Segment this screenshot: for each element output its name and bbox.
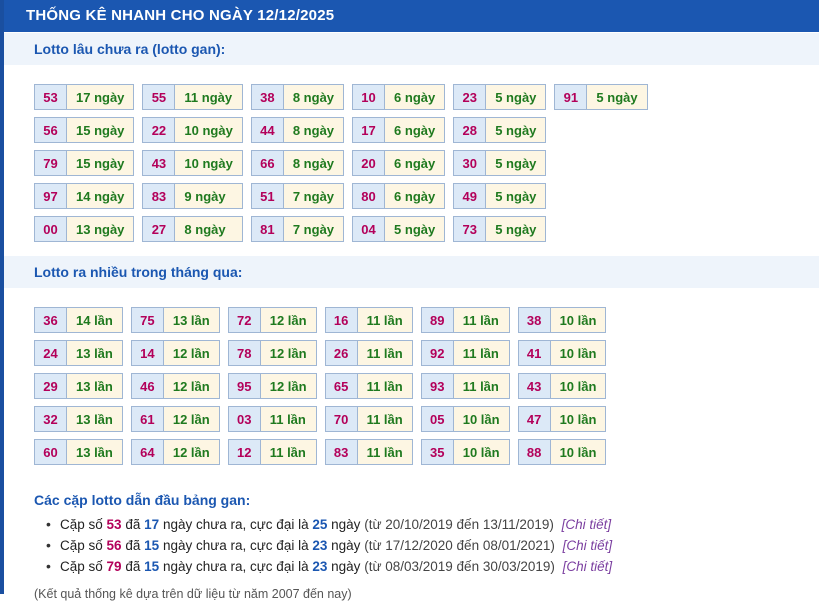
value-label: 10 lần <box>551 341 606 365</box>
number-label: 14 <box>132 341 164 365</box>
footnote: (Kết quả thống kê dựa trên dữ liệu từ năm 2007 đến nay) <box>34 587 352 601</box>
number-label: 28 <box>454 118 486 142</box>
list-item[interactable] <box>518 373 607 399</box>
value-label: 11 ngày <box>175 85 241 109</box>
number-label: 64 <box>132 440 164 464</box>
value-label: 11 lần <box>358 341 412 365</box>
value-label: 5 ngày <box>486 151 545 175</box>
pair-days: 17 <box>144 517 160 532</box>
number-label: 93 <box>422 374 454 398</box>
list-item[interactable] <box>352 183 445 209</box>
table-row <box>34 439 606 465</box>
number-label: 24 <box>35 341 67 365</box>
number-label: 41 <box>519 341 551 365</box>
table-row <box>34 373 606 399</box>
table-row <box>34 406 606 432</box>
number-label: 56 <box>35 118 67 142</box>
number-label: 00 <box>35 217 67 241</box>
table-row <box>34 150 648 176</box>
list-item[interactable] <box>352 117 445 143</box>
pair-mid1: đã <box>125 559 141 574</box>
list-item[interactable] <box>34 439 123 465</box>
value-label: 15 ngày <box>67 118 133 142</box>
pair-range: (từ 17/12/2020 đến 08/01/2021) <box>364 538 555 553</box>
pair-mid1: đã <box>125 517 141 532</box>
value-label: 12 lần <box>164 374 219 398</box>
list-item[interactable] <box>131 307 220 333</box>
lotto-gan-grid-wrap <box>4 65 819 255</box>
number-label: 95 <box>229 374 261 398</box>
value-label: 6 ngày <box>385 118 444 142</box>
number-label: 27 <box>143 217 175 241</box>
list-item[interactable] <box>131 373 220 399</box>
number-label: 26 <box>326 341 358 365</box>
pair-mid3: ngày <box>331 559 361 574</box>
number-label: 83 <box>326 440 358 464</box>
value-label: 10 ngày <box>175 118 241 142</box>
table-row <box>34 340 606 366</box>
section-title-lotto-gan: Lotto lâu chưa ra (lotto gan): <box>4 32 819 65</box>
pair-days: 15 <box>144 559 160 574</box>
pair-max: 23 <box>312 538 328 553</box>
list-item[interactable] <box>34 340 123 366</box>
list-item[interactable] <box>34 150 134 176</box>
number-label: 16 <box>326 308 358 332</box>
value-label: 13 ngày <box>67 217 133 241</box>
list-item[interactable] <box>228 406 317 432</box>
list-item[interactable] <box>34 117 134 143</box>
number-label: 46 <box>132 374 164 398</box>
value-label: 6 ngày <box>385 151 444 175</box>
table-row <box>34 216 648 242</box>
number-label: 72 <box>229 308 261 332</box>
number-label: 83 <box>143 184 175 208</box>
number-label: 92 <box>422 341 454 365</box>
list-item[interactable] <box>251 84 344 110</box>
value-label: 12 lần <box>261 308 316 332</box>
value-label: 11 lần <box>454 308 508 332</box>
number-label: 65 <box>326 374 358 398</box>
table-row <box>34 183 648 209</box>
list-item[interactable] <box>251 183 344 209</box>
list-item <box>60 535 819 556</box>
list-item[interactable] <box>554 84 647 110</box>
value-label: 15 ngày <box>67 151 133 175</box>
pair-number: 79 <box>106 559 122 574</box>
list-item[interactable] <box>142 216 242 242</box>
value-label: 10 lần <box>551 407 606 431</box>
list-item[interactable] <box>34 373 123 399</box>
value-label: 7 ngày <box>284 217 343 241</box>
value-label: 8 ngày <box>175 217 234 241</box>
pair-mid2: ngày chưa ra, cực đại là <box>162 538 309 553</box>
value-label: 12 lần <box>261 341 316 365</box>
number-label: 61 <box>132 407 164 431</box>
number-label: 43 <box>143 151 175 175</box>
number-label: 89 <box>422 308 454 332</box>
value-label: 13 lần <box>67 374 122 398</box>
value-label: 8 ngày <box>284 85 343 109</box>
table-row <box>34 84 648 110</box>
list-item[interactable] <box>142 150 242 176</box>
value-label: 14 lần <box>67 308 122 332</box>
value-label: 8 ngày <box>284 118 343 142</box>
pair-mid3: ngày <box>331 517 361 532</box>
list-item[interactable] <box>421 373 510 399</box>
number-label: 78 <box>229 341 261 365</box>
lotto-ra-nhieu-grid-wrap <box>4 288 819 478</box>
number-label: 04 <box>353 217 385 241</box>
number-label: 36 <box>35 308 67 332</box>
number-label: 12 <box>229 440 261 464</box>
value-label: 12 lần <box>261 374 316 398</box>
list-item[interactable] <box>251 150 344 176</box>
list-item[interactable] <box>518 307 607 333</box>
value-label: 13 lần <box>164 308 219 332</box>
list-item[interactable] <box>325 406 413 432</box>
number-label: 81 <box>252 217 284 241</box>
list-item[interactable] <box>453 150 546 176</box>
number-label: 30 <box>454 151 486 175</box>
list-item[interactable] <box>251 216 344 242</box>
number-label: 75 <box>132 308 164 332</box>
number-label: 23 <box>454 85 486 109</box>
number-label: 17 <box>353 118 385 142</box>
number-label: 97 <box>35 184 67 208</box>
number-label: 22 <box>143 118 175 142</box>
value-label: 13 lần <box>67 341 122 365</box>
list-item[interactable] <box>34 307 123 333</box>
value-label: 11 lần <box>261 407 315 431</box>
value-label: 10 lần <box>551 308 606 332</box>
list-item[interactable] <box>34 183 134 209</box>
value-label: 5 ngày <box>587 85 646 109</box>
list-item[interactable] <box>325 373 413 399</box>
value-label: 10 lần <box>454 440 509 464</box>
number-label: 32 <box>35 407 67 431</box>
list-item[interactable] <box>142 84 242 110</box>
value-label: 8 ngày <box>284 151 343 175</box>
number-label: 88 <box>519 440 551 464</box>
number-label: 60 <box>35 440 67 464</box>
number-label: 91 <box>555 85 587 109</box>
list-item[interactable] <box>352 150 445 176</box>
value-label: 13 lần <box>67 440 122 464</box>
table-row <box>34 117 648 143</box>
pair-prefix: Cặp số <box>60 538 103 553</box>
table-row <box>34 307 606 333</box>
list-item[interactable] <box>131 406 220 432</box>
page-title: THỐNG KÊ NHANH CHO NGÀY 12/12/2025 <box>4 0 819 32</box>
list-item[interactable] <box>352 84 445 110</box>
value-label: 6 ngày <box>385 85 444 109</box>
value-label: 11 lần <box>358 440 412 464</box>
number-label: 66 <box>252 151 284 175</box>
list-item[interactable] <box>142 183 242 209</box>
list-item[interactable] <box>131 439 220 465</box>
value-label: 10 lần <box>551 440 606 464</box>
value-label: 5 ngày <box>486 118 545 142</box>
list-item[interactable] <box>518 439 607 465</box>
list-item[interactable] <box>325 340 413 366</box>
list-item[interactable] <box>34 216 134 242</box>
list-item[interactable] <box>228 439 317 465</box>
value-label: 11 lần <box>261 440 315 464</box>
list-item[interactable] <box>34 84 134 110</box>
number-label: 53 <box>35 85 67 109</box>
list-item[interactable] <box>421 307 510 333</box>
value-label: 6 ngày <box>385 184 444 208</box>
value-label: 5 ngày <box>486 184 545 208</box>
value-label: 14 ngày <box>67 184 133 208</box>
number-label: 35 <box>422 440 454 464</box>
pair-max: 25 <box>312 517 328 532</box>
number-label: 43 <box>519 374 551 398</box>
value-label: 11 lần <box>454 374 508 398</box>
number-label: 03 <box>229 407 261 431</box>
value-label: 11 lần <box>454 341 508 365</box>
number-label: 79 <box>35 151 67 175</box>
value-label: 11 lần <box>358 374 412 398</box>
number-label: 20 <box>353 151 385 175</box>
pair-number: 53 <box>106 517 122 532</box>
number-label: 38 <box>519 308 551 332</box>
detail-link[interactable]: [Chi tiết] <box>562 538 613 553</box>
list-item[interactable] <box>34 406 123 432</box>
list-item[interactable] <box>518 406 607 432</box>
leading-pairs-list <box>4 514 819 577</box>
number-label: 47 <box>519 407 551 431</box>
value-label: 12 lần <box>164 440 219 464</box>
pair-mid3: ngày <box>331 538 361 553</box>
number-label: 80 <box>353 184 385 208</box>
value-label: 7 ngày <box>284 184 343 208</box>
value-label: 10 lần <box>551 374 606 398</box>
value-label: 9 ngày <box>175 184 234 208</box>
value-label: 11 lần <box>358 407 412 431</box>
value-label: 12 lần <box>164 341 219 365</box>
list-item[interactable] <box>421 406 510 432</box>
number-label: 70 <box>326 407 358 431</box>
list-item[interactable] <box>228 373 317 399</box>
value-label: 13 lần <box>67 407 122 431</box>
number-label: 05 <box>422 407 454 431</box>
pair-range: (từ 08/03/2019 đến 30/03/2019) <box>364 559 555 574</box>
section-title-leading-pairs: Các cặp lotto dẫn đầu bảng gan: <box>34 492 251 508</box>
detail-link[interactable]: [Chi tiết] <box>561 517 612 532</box>
list-item[interactable] <box>421 340 510 366</box>
number-label: 55 <box>143 85 175 109</box>
list-item[interactable] <box>518 340 607 366</box>
pair-mid2: ngày chưa ra, cực đại là <box>162 517 309 532</box>
detail-link[interactable]: [Chi tiết] <box>562 559 613 574</box>
number-label: 38 <box>252 85 284 109</box>
list-item[interactable] <box>142 117 242 143</box>
number-label: 73 <box>454 217 486 241</box>
list-item <box>60 556 819 577</box>
pair-mid2: ngày chưa ra, cực đại là <box>162 559 309 574</box>
lotto-ra-nhieu-grid <box>26 300 614 472</box>
pair-max: 23 <box>312 559 328 574</box>
number-label: 44 <box>252 118 284 142</box>
list-item[interactable] <box>453 84 546 110</box>
list-item[interactable] <box>453 216 546 242</box>
number-label: 10 <box>353 85 385 109</box>
pair-days: 15 <box>144 538 160 553</box>
section-title-lotto-ra-nhieu: Lotto ra nhiều trong tháng qua: <box>4 255 819 288</box>
lotto-gan-grid <box>26 77 656 249</box>
value-label: 12 lần <box>164 407 219 431</box>
number-label: 51 <box>252 184 284 208</box>
list-item[interactable] <box>325 439 413 465</box>
value-label: 5 ngày <box>486 217 545 241</box>
value-label: 17 ngày <box>67 85 133 109</box>
value-label: 5 ngày <box>385 217 444 241</box>
list-item[interactable] <box>228 307 317 333</box>
pair-range: (từ 20/10/2019 đến 13/11/2019) <box>364 517 554 532</box>
pair-mid1: đã <box>125 538 141 553</box>
list-item[interactable] <box>131 340 220 366</box>
pair-prefix: Cặp số <box>60 517 103 532</box>
list-item[interactable] <box>352 216 445 242</box>
value-label: 11 lần <box>358 308 412 332</box>
value-label: 5 ngày <box>486 85 545 109</box>
list-item <box>60 514 819 535</box>
list-item[interactable] <box>453 183 546 209</box>
pair-prefix: Cặp số <box>60 559 103 574</box>
value-label: 10 ngày <box>175 151 241 175</box>
value-label: 10 lần <box>454 407 509 431</box>
number-label: 29 <box>35 374 67 398</box>
list-item[interactable] <box>228 340 317 366</box>
list-item[interactable] <box>251 117 344 143</box>
list-item[interactable] <box>421 439 510 465</box>
pair-number: 56 <box>106 538 122 553</box>
list-item[interactable] <box>453 117 546 143</box>
number-label: 49 <box>454 184 486 208</box>
list-item[interactable] <box>325 307 413 333</box>
